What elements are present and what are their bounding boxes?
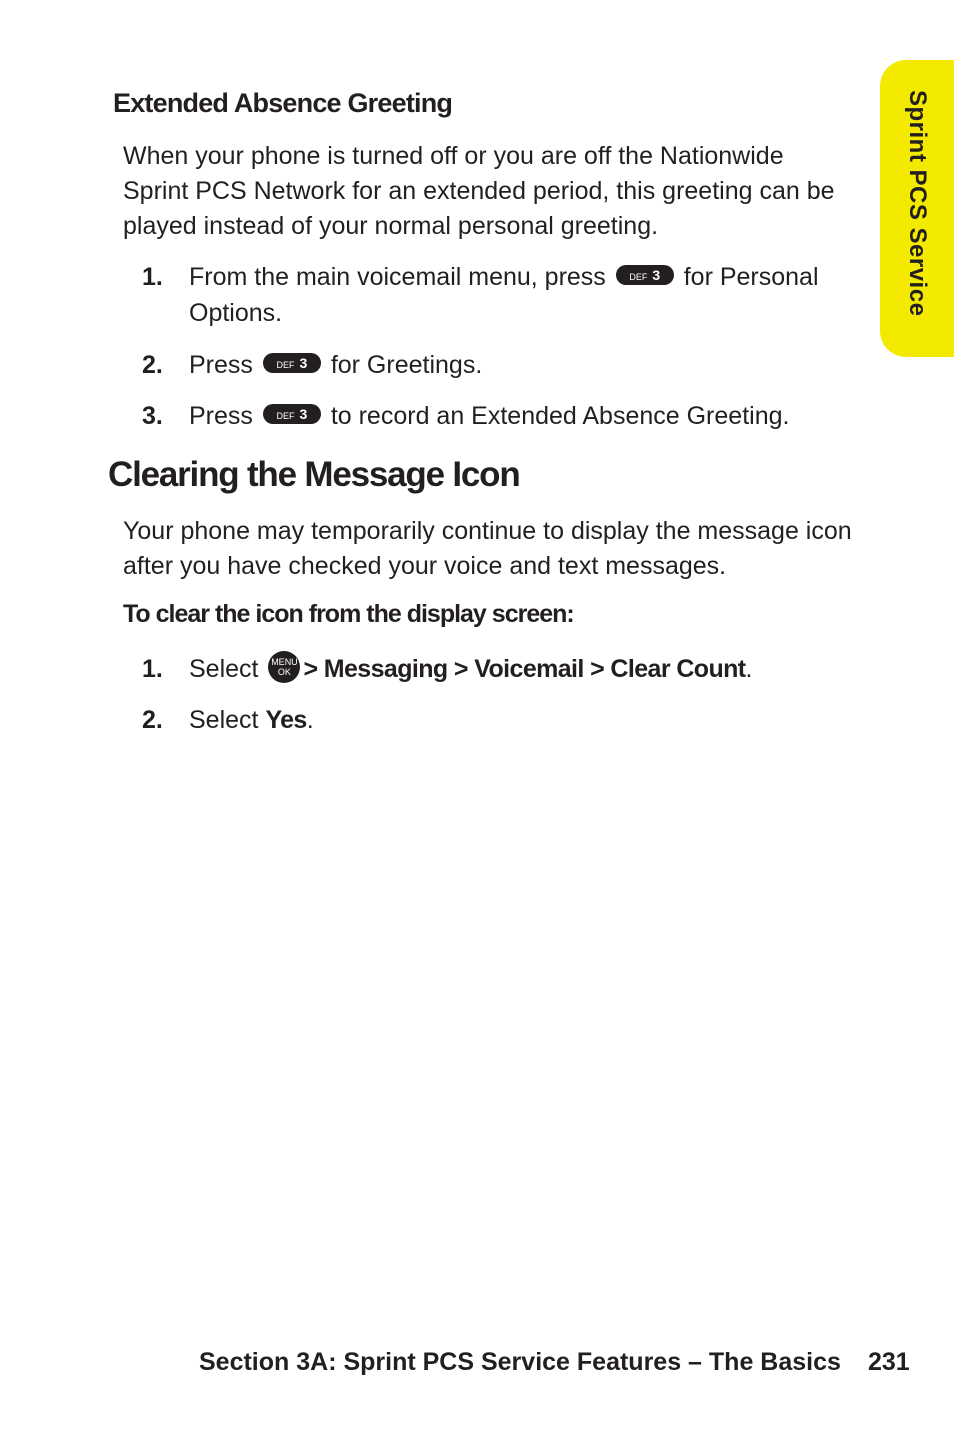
clearing-intro: Your phone may temporarily continue to display the message icon after you have checked your voice and text messages.	[123, 517, 852, 580]
def-3-key-icon	[263, 404, 321, 424]
step-number: 1.	[142, 263, 163, 291]
step-text	[189, 347, 839, 383]
key-small-label: DEF	[276, 360, 295, 371]
key-big-label: 3	[652, 267, 661, 284]
yes-option: Yes	[265, 706, 307, 734]
step-number: 2.	[142, 706, 163, 734]
step-number: 2.	[142, 351, 163, 379]
step-text	[189, 398, 839, 434]
def-3-key-icon	[616, 265, 674, 285]
clear-icon-subheading: To clear the icon from the display screen:	[123, 600, 574, 628]
footer-section-title: Section 3A: Sprint PCS Service Features – The Basics	[199, 1348, 841, 1376]
menu-path: > Messaging > Voicemail > Clear Count	[303, 655, 746, 683]
step-number: 1.	[142, 655, 163, 683]
step-text	[189, 651, 839, 687]
step-text-after: to record an Extended Absence Greeting.	[330, 402, 790, 430]
step-text-after: .	[745, 655, 753, 683]
step-text	[189, 259, 839, 331]
side-tab-label: Sprint PCS Service	[904, 90, 931, 317]
step-text-before: From the main voicemail menu, press	[189, 263, 606, 291]
menu-key-line1: MENU	[271, 657, 298, 668]
key-big-label: 3	[299, 355, 308, 372]
clearing-message-icon-heading: Clearing the Message Icon	[108, 455, 520, 494]
step-text-before: Select	[189, 706, 259, 734]
step-number: 3.	[142, 402, 163, 430]
step-text	[189, 702, 839, 738]
menu-ok-key-icon	[268, 651, 300, 683]
extended-absence-intro: When your phone is turned off or you are off the Nationwide Sprint PCS Network for an extended period, this greeting can be played instead of your normal personal greeting.	[123, 142, 835, 240]
step-text-after: for Personal Options.	[189, 263, 819, 327]
step-text-after: .	[306, 706, 314, 734]
key-small-label: DEF	[629, 272, 648, 283]
extended-absence-heading: Extended Absence Greeting	[113, 88, 453, 118]
page-number: 231	[868, 1348, 910, 1376]
key-small-label: DEF	[276, 411, 295, 422]
step-text-after: for Greetings.	[330, 351, 483, 379]
section-side-tab	[880, 60, 954, 357]
menu-key-line2: OK	[277, 667, 291, 678]
key-big-label: 3	[299, 406, 308, 423]
step-text-before: Select	[189, 655, 259, 683]
step-text-before: Press	[189, 351, 253, 379]
def-3-key-icon	[263, 353, 321, 373]
step-text-before: Press	[189, 402, 253, 430]
